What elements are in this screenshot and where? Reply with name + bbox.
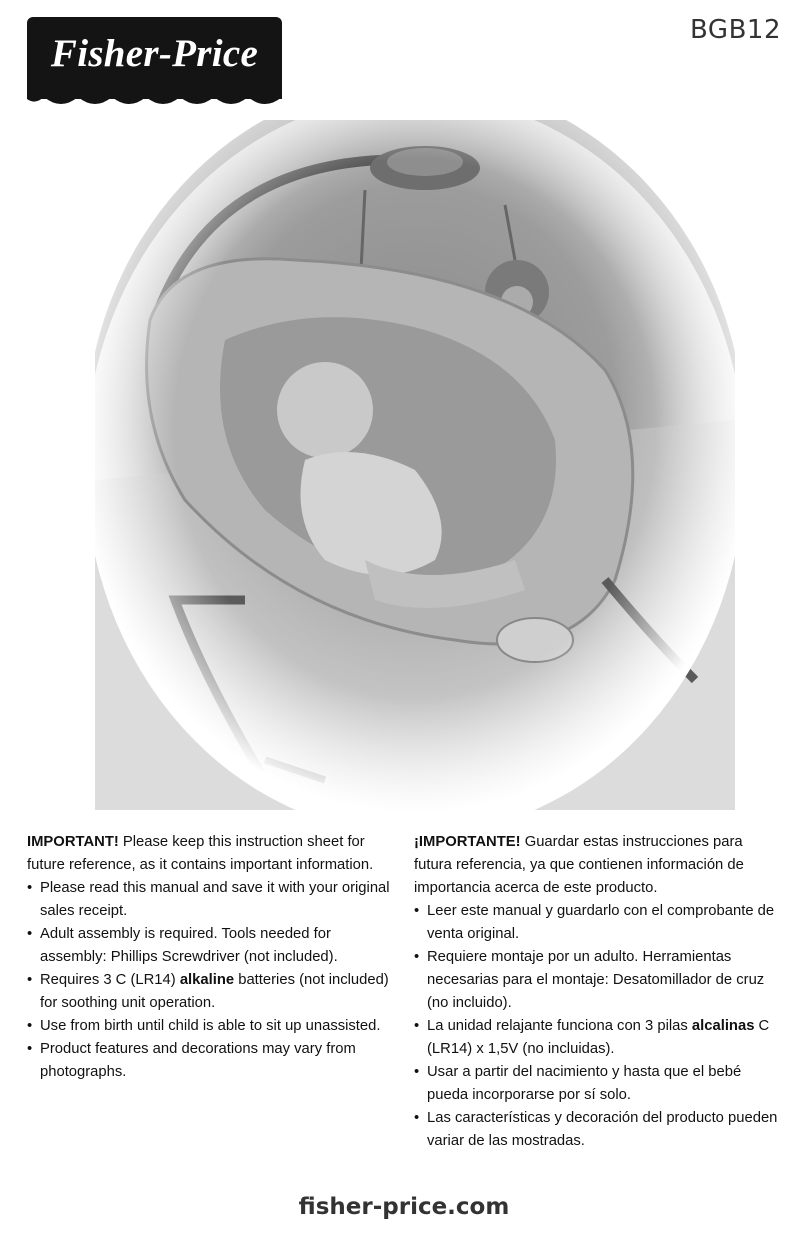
list-item: • Requiere montaje por un adulto. Herramientas necesarias para el montaje: Desatomillador de cruz (no incluido). bbox=[414, 946, 784, 1015]
list-item: • Please read this manual and save it with your original sales receipt. bbox=[27, 877, 399, 923]
list-item: • Usar a partir del nacimiento y hasta que el bebé pueda incorporarse por sí solo. bbox=[414, 1061, 784, 1107]
list-item: • Las características y decoración del producto pueden variar de las mostradas. bbox=[414, 1107, 784, 1153]
list-item bbox=[27, 969, 399, 1015]
list-item: • Use from birth until child is able to sit up unassisted. bbox=[27, 1015, 399, 1038]
website-url: fisher-price.com bbox=[298, 1194, 510, 1220]
instructions-spanish bbox=[414, 831, 784, 1153]
bullet-list-en bbox=[27, 877, 399, 1084]
list-item-text: batteries (not included) for soothing unit operation. bbox=[40, 972, 389, 1011]
battery-type-emphasis: alkaline bbox=[179, 972, 235, 988]
brand-logo-text: Fisher-Price bbox=[50, 32, 259, 75]
list-item bbox=[414, 1015, 784, 1061]
list-item: • Product features and decorations may vary from photographs. bbox=[27, 1038, 399, 1084]
important-notice-es bbox=[414, 831, 784, 900]
bullet-list-es bbox=[414, 900, 784, 1153]
list-item-text: C (LR14) x 1,5V (no incluidas). bbox=[427, 1018, 770, 1057]
baby-bouncer-photo-icon bbox=[95, 120, 735, 810]
important-text-es: Guardar estas instrucciones para futura referencia, ya que contienen información de importancia acerca de este producto. bbox=[414, 834, 744, 896]
logo-scallop-edge bbox=[27, 91, 282, 111]
list-item-text: Requires 3 C (LR14) bbox=[40, 972, 180, 988]
important-label-en: IMPORTANT! bbox=[27, 834, 119, 850]
model-number: BGB12 bbox=[690, 15, 781, 45]
important-text-en: Please keep this instruction sheet for future reference, as it contains important information. bbox=[27, 834, 374, 873]
list-item: • Adult assembly is required. Tools needed for assembly: Phillips Screwdriver (not included). bbox=[27, 923, 399, 969]
brand-logo bbox=[27, 17, 282, 99]
instructions-english bbox=[27, 831, 399, 1084]
important-notice-en bbox=[27, 831, 399, 877]
important-label-es: ¡IMPORTANTE! bbox=[414, 834, 521, 850]
battery-type-emphasis: alcalinas bbox=[691, 1018, 755, 1034]
list-item-text: La unidad relajante funciona con 3 pilas bbox=[427, 1018, 692, 1034]
list-item: • Leer este manual y guardarlo con el comprobante de venta original. bbox=[414, 900, 784, 946]
